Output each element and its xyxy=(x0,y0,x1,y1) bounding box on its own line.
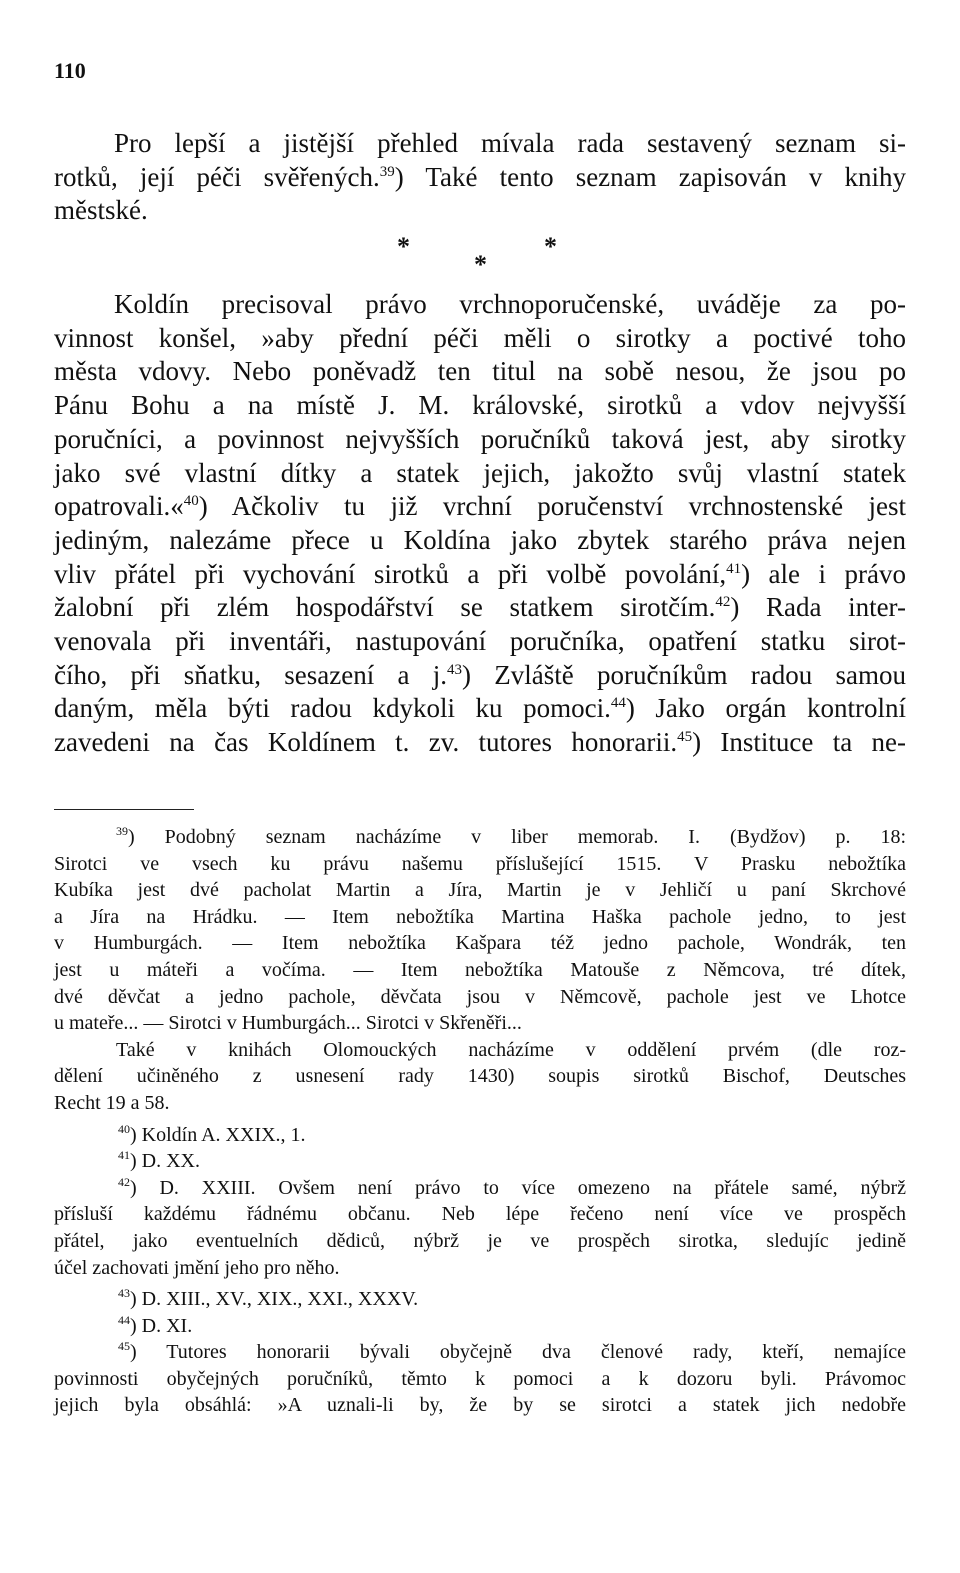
footnote-line: Sirotci ve vsech ku právu našemu příslušející 1515. V Prasku nebožtíka xyxy=(54,852,906,875)
footnote-divider xyxy=(54,809,194,810)
footnote-line: $^{45}$) Tutores honorarii bývali obyčejně dva členové rady, kteří, nemajíce xyxy=(118,1339,906,1364)
footnote xyxy=(54,824,906,1117)
footnote-line: $^{39}$) Podobný seznam nacházíme v liber memorab. I. (Bydžov) p. 18: xyxy=(116,824,906,848)
body-line: žalobní při zlém hospodářství se statkem sirotčím.$^{42}$) Rada inter- xyxy=(54,592,906,623)
footnote-reference[interactable]: 45 xyxy=(677,729,693,745)
footnotes xyxy=(54,824,906,1419)
body-line: jako své vlastní dítky a statek jejich, jakožto svůj vlastní statek xyxy=(54,457,906,488)
body-line: Pro lepší a jistější přehled mívala rada sestavený seznam si- xyxy=(114,128,906,158)
footnote-line: přátel, jako eventuelních dědiců, nýbrž je ve prospěch sirotka, sledujíc jedině xyxy=(54,1229,906,1252)
footnote xyxy=(54,1339,906,1419)
body-line: vinnost konšel, »aby přední péči měli o sirotky a poctivé toho xyxy=(54,322,906,353)
body-line: Koldín precisoval právo vrchnoporučenské, uváděje za po- xyxy=(114,289,906,320)
footnote-reference[interactable]: 43 xyxy=(118,1286,130,1301)
main-text xyxy=(54,127,906,760)
footnote-reference[interactable]: 41 xyxy=(118,1148,130,1163)
footnote-line: dělení učiněného z usnesení rady 1430) soupis sirotků Bischof, Deutsches xyxy=(54,1065,906,1088)
body-line: vliv přátel při vychování sirotků a při volbě povolání,$^{41}$) ale i právo xyxy=(54,558,906,589)
footnote-line: Také v knihách Olomouckých nacházíme v oddělení prvém (dle roz- xyxy=(116,1038,906,1061)
footnote-reference[interactable]: 43 xyxy=(447,661,462,678)
footnote-line: přísluší každému řádnému občanu. Neb lépe řečeno není více ve prospěch xyxy=(54,1203,906,1226)
body-line: čího, při sňatku, sesazení a j.$^{43}$) Zvláště poručníkům radou samou xyxy=(54,659,906,690)
footnote-reference[interactable]: 45 xyxy=(118,1339,130,1354)
separator-star: * xyxy=(397,232,410,262)
footnote-reference[interactable]: 44 xyxy=(118,1312,130,1327)
body-line: daným, měla býti radou kdykoli ku pomoci.$^{44}$) Jako orgán kontrolní xyxy=(54,693,906,724)
body-line: zavedeni na čas Koldínem t. zv. tutores honorarii.$^{45}$) Instituce ta ne- xyxy=(54,727,906,757)
footnote xyxy=(54,1175,906,1281)
footnote-line: $^{42}$) D. XXIII. Ovšem není právo to více omezeno na přátele samé, nýbrž xyxy=(118,1174,906,1199)
body-line: rotků, její péči svěřených.$^{39}$) Také tento seznam zapisován v knihy xyxy=(54,161,906,192)
footnote-reference[interactable]: 40 xyxy=(183,493,199,510)
footnote-line: u mateře... — Sirotci v Humburgách... Sirotci v Skřeněři... xyxy=(54,1012,522,1035)
footnote xyxy=(54,1313,906,1340)
footnote-reference[interactable]: 42 xyxy=(118,1174,130,1189)
body-line: venovala při inventáři, nastupování poručníka, opatření statku sirot- xyxy=(54,625,906,656)
footnote-line: dvé děvčat a jedno pachole, děvčata jsou v Němcově, pachole jest ve Lhotce xyxy=(54,985,906,1008)
footnote-line: $^{40}$) Koldín A. XXIX., 1. xyxy=(118,1121,306,1146)
footnote-line: účel zachovati jmění jeho pro něho. xyxy=(54,1256,340,1279)
paragraph-koldin xyxy=(54,288,906,760)
page-number: 110 xyxy=(54,58,86,83)
footnote-line: jejich byla obsáhlá: »A uznali-li by, že by se sirotci a statek jich nedobře xyxy=(54,1394,906,1417)
footnote-line: povinnosti obyčejných poručníků, těmto k pomoci a k dozoru byli. Právomoc xyxy=(54,1367,906,1390)
body-line: města vdovy. Nebo poněvadž ten titul na sobě nesou, že jsou po xyxy=(54,356,906,387)
footnote xyxy=(54,1122,906,1149)
footnote-line: $^{43}$) D. XIII., XV., XIX., XXI., XXXV. xyxy=(118,1286,419,1311)
section-separator xyxy=(54,228,906,288)
body-line: jediným, nalezáme přece u Koldína jako zbytek starého práva nejen xyxy=(54,524,906,555)
body-line: poručníci, a povinnost nejvyšších poručníků taková jest, aby sirotky xyxy=(54,423,906,454)
footnote-reference[interactable]: 39 xyxy=(379,163,395,180)
separator-star: * xyxy=(474,250,487,280)
footnote-reference[interactable]: 41 xyxy=(726,560,742,577)
body-line: městské. xyxy=(54,195,148,226)
footnote-line: $^{41}$) D. XX. xyxy=(118,1148,200,1173)
footnote-line: v Humburgách. — Item nebožtíka Kašpara též jedno pachole, Wondrák, ten xyxy=(54,932,906,955)
footnote-line: Kubíka jest dvé pacholat Martin a Jíra, Martin je v Jehličí u paní Skrchové xyxy=(54,879,906,902)
body-line: Pánu Bohu a na místě J. M. královské, sirotků a vdov nejvyšší xyxy=(54,390,906,421)
paragraph-sirotci-seznam xyxy=(54,127,906,228)
footnote-line: Recht 19 a 58. xyxy=(54,1091,170,1114)
footnote-reference[interactable]: 39 xyxy=(116,824,128,838)
footnote-line: jest u máteři a vočíma. — Item nebožtíka Matouše z Němcova, tré dítek, xyxy=(54,958,906,981)
footnote-reference[interactable]: 42 xyxy=(715,594,731,611)
footnote xyxy=(54,1148,906,1175)
separator-star: * xyxy=(544,232,557,262)
footnote-line: $^{44}$) D. XI. xyxy=(118,1312,193,1337)
footnote xyxy=(54,1286,906,1313)
footnote-line: a Jíra na Hrádku. — Item nebožtíka Martina Haška pachole jedno, to jest xyxy=(54,905,906,928)
footnote-reference[interactable]: 44 xyxy=(610,695,626,712)
body-line: opatrovali.«$^{40}$) Ačkoliv tu již vrchní poručenství vrchnostenské jest xyxy=(54,491,906,522)
footnote-reference[interactable]: 40 xyxy=(118,1121,130,1136)
